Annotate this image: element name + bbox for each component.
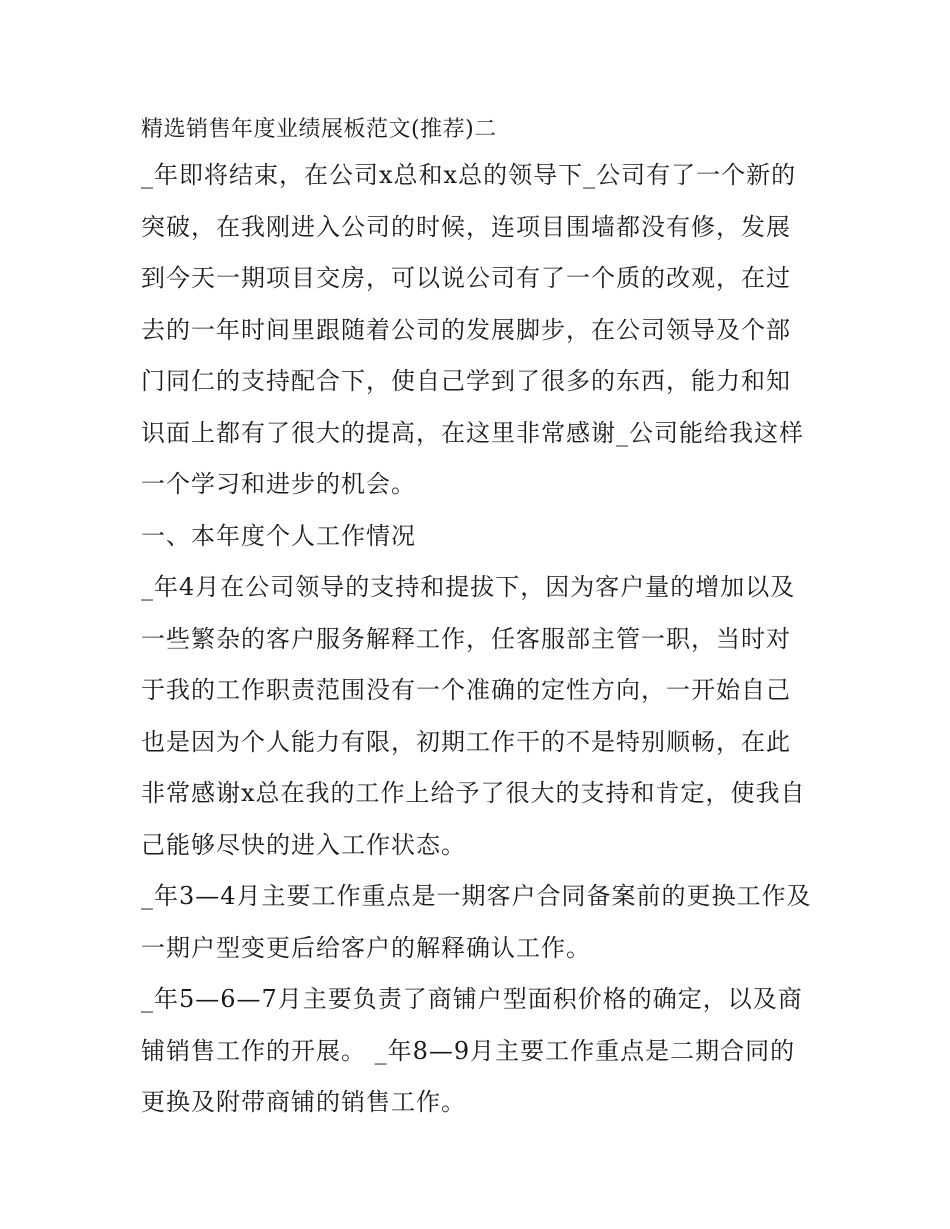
intro-paragraph: _年即将结束，在公司x总和x总的领导下_公司有了一个新的突破，在我刚进入公司的时候，连项目围墙都没有修，发展到今天一期项目交房，可以说公司有了一个质的改观，在过去的一年时间里跟随着公司的发展脚步，在公司领导及个部门同仁的支持配合下，使自己学到了很多的东西，能力和知识面上都有了很大的提高，在这里非常感谢_公司能给我这样一个学习和进步的机会。: [141, 161, 804, 498]
document-body: [141, 112, 813, 1129]
document-title: 精选销售年度业绩展板范文(推荐)二: [141, 117, 497, 142]
may-september-paragraph: _年5—6—7月主要负责了商铺户型面积价格的确定，以及商铺销售工作的开展。 _年8—9月主要工作重点是二期合同的更换及附带商铺的销售工作。: [141, 985, 803, 1116]
april-paragraph: _年4月在公司领导的支持和提拔下，因为客户量的增加以及一些繁杂的客户服务解释工作，任客服部主管一职，当时对于我的工作职责范围没有一个准确的定性方向，一开始自己也是因为个人能力有限，初期工作干的不是特别顺畅，在此非常感谢x总在我的工作上给予了很大的支持和肯定，使我自己能够尽快的进入工作状态。: [141, 573, 806, 859]
march-april-paragraph: _年3—4月主要工作重点是一期客户合同备案前的更换工作及一期户型变更后给客户的解释确认工作。: [141, 882, 812, 962]
section-heading: 一、本年度个人工作情况: [141, 521, 416, 550]
